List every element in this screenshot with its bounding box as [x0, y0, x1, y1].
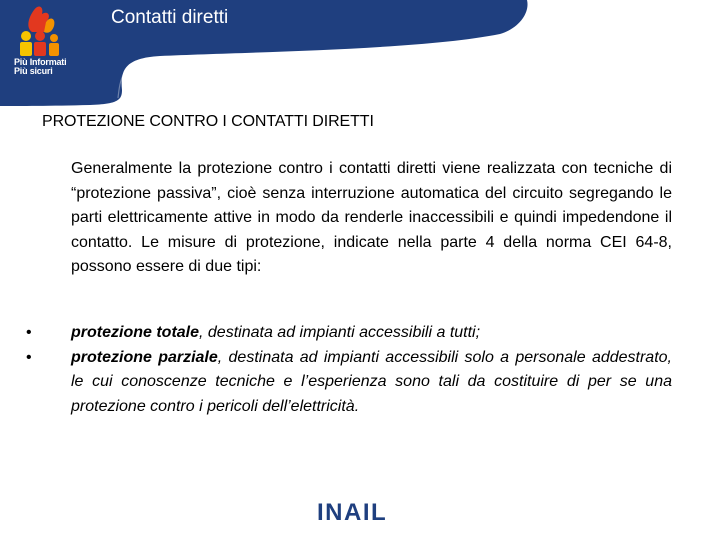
list-item — [26, 321, 672, 346]
logo-text-line1: Più Informati — [14, 57, 67, 67]
bullet-icon: • — [26, 324, 32, 341]
intro-paragraph: Generalmente la protezione contro i contatti diretti viene realizzata con tecniche di “protezione passiva”, cioè senza interruzione automatica del circuito segregando le parti elettricamente attive in modo da renderle inaccessibili e quindi impedendone il contatto. Le misure di protezione, indicate nella parte 4 della norma CEI 64-8, possono essere di due tipi: — [71, 160, 672, 275]
protection-types-list — [26, 321, 672, 419]
list-item — [26, 346, 672, 420]
header-band — [0, 0, 720, 110]
list-item-term: protezione parziale — [71, 348, 218, 366]
bullet-icon: • — [26, 348, 32, 366]
inail-logo: INAIL — [317, 499, 388, 526]
list-item-term: protezione totale — [71, 324, 200, 341]
slide-title: Contatti diretti — [111, 7, 229, 28]
list-item-text: , destinata ad impianti accessibili a tutti; — [199, 324, 481, 341]
list-item-text: , destinata ad impianti accessibili solo a personale addestrato, le cui conoscenze tecniche e l’esperienza sono tali da costituire di per se una protezione contro i pericoli dell’elettricità. — [71, 348, 672, 415]
section-heading: PROTEZIONE CONTRO I CONTATTI DIRETTI — [42, 113, 374, 130]
logo-text-line2: Più sicuri — [14, 66, 53, 76]
logo-text — [14, 58, 74, 76]
